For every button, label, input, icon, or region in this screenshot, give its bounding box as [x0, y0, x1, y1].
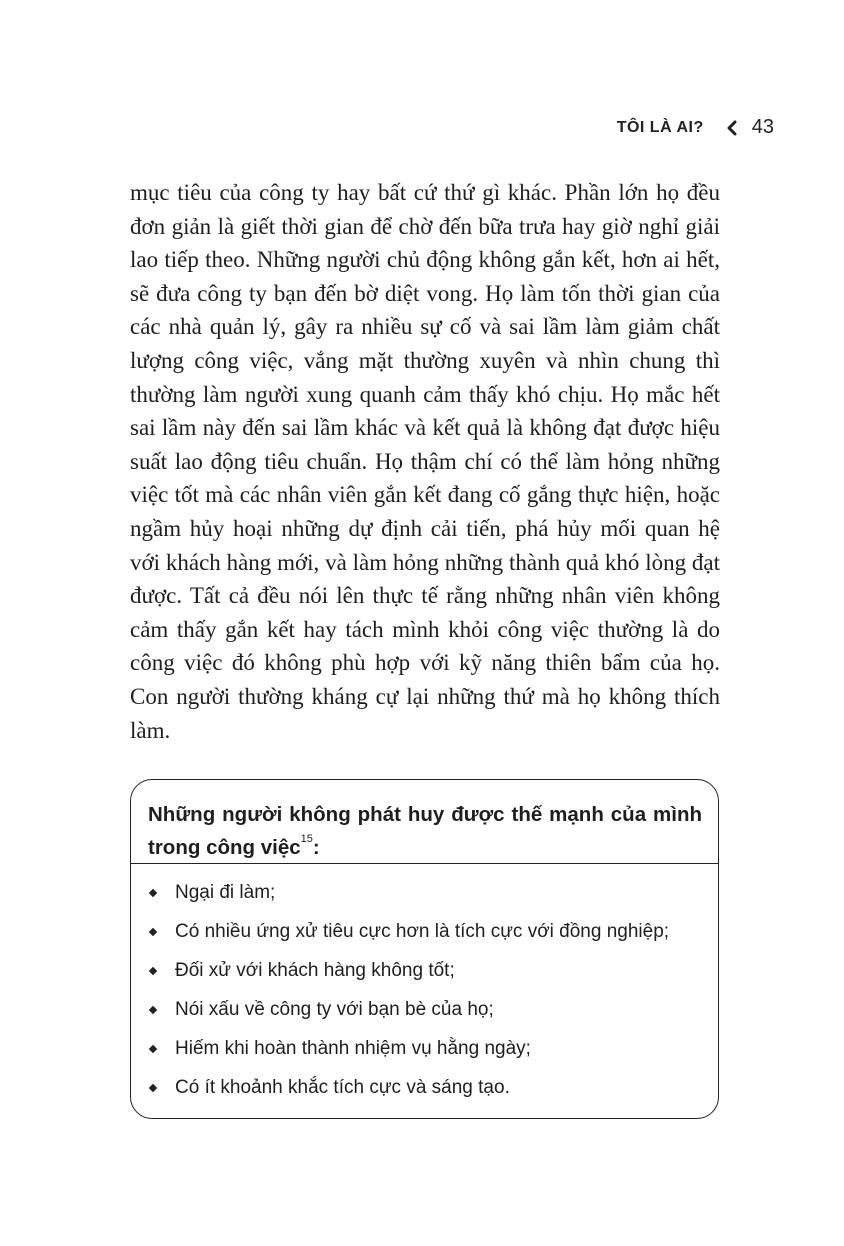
list-item [146, 1037, 669, 1076]
body-paragraph: mục tiêu của công ty hay bất cứ thứ gì khác. Phần lớn họ đều đơn giản là giết thời gian để chờ đến bữa trưa hay giờ nghỉ giải lao tiếp theo. Những người chủ động không gắn kết, hơn ai hết, sẽ đưa công ty bạn đến bờ diệt vong. Họ làm tốn thời gian của các nhà quản lý, gây ra nhiều sự cố và sai lầm làm giảm chất lượng công việc, vắng mặt thường xuyên và nhìn chung thì thường làm người xung quanh cảm thấy khó chịu. Họ mắc hết sai lầm này đến sai lầm khác và kết quả là không đạt được hiệu suất lao động tiêu chuẩn. Họ thậm chí có thể làm hỏng những việc tốt mà các nhân viên gắn kết đang cố gắng thực hiện, hoặc ngầm hủy hoại những dự định cải tiến, phá hủy mối quan hệ với khách hàng mới, và làm hỏng những thành quả khó lòng đạt được. Tất cả đều nói lên thực tế rằng những nhân viên không cảm thấy gắn kết hay tách mình khỏi công việc thường là do công việc đó không phù hợp với kỹ năng thiên bẩm của họ. Con người thường kháng cự lại những thứ mà họ không thích làm. [130, 180, 720, 743]
page-header [617, 116, 774, 139]
callout-box [130, 779, 719, 1119]
list-item [146, 920, 669, 959]
chevron-left-icon [726, 120, 738, 136]
list-item-text: Nói xấu về công ty với bạn bè của họ; [175, 999, 494, 1020]
diamond-bullet-icon [149, 967, 157, 975]
callout-heading [131, 780, 718, 864]
diamond-bullet-icon [149, 1006, 157, 1014]
list-item [146, 998, 669, 1037]
diamond-bullet-icon [149, 1084, 157, 1092]
callout-list [146, 881, 669, 1115]
callout-heading-text: Những người không phát huy được thế mạnh của mình trong công việc [148, 803, 702, 859]
list-item [146, 881, 669, 920]
diamond-bullet-icon [149, 928, 157, 936]
footnote-marker: 15 [300, 833, 313, 845]
list-item-text: Ngại đi làm; [175, 882, 276, 903]
callout-heading-colon: : [312, 836, 320, 859]
page-number: 43 [751, 116, 774, 138]
list-item [146, 959, 669, 998]
list-item-text: Đối xử với khách hàng không tốt; [175, 960, 455, 981]
list-item [146, 1076, 669, 1115]
chapter-title: TÔI LÀ AI? [616, 118, 704, 136]
list-item-text: Có ít khoảnh khắc tích cực và sáng tạo. [175, 1077, 510, 1098]
diamond-bullet-icon [149, 889, 157, 897]
list-item-text: Có nhiều ứng xử tiêu cực hơn là tích cực với đồng nghiệp; [175, 921, 670, 942]
diamond-bullet-icon [149, 1045, 157, 1053]
list-item-text: Hiếm khi hoàn thành nhiệm vụ hằng ngày; [175, 1038, 531, 1059]
